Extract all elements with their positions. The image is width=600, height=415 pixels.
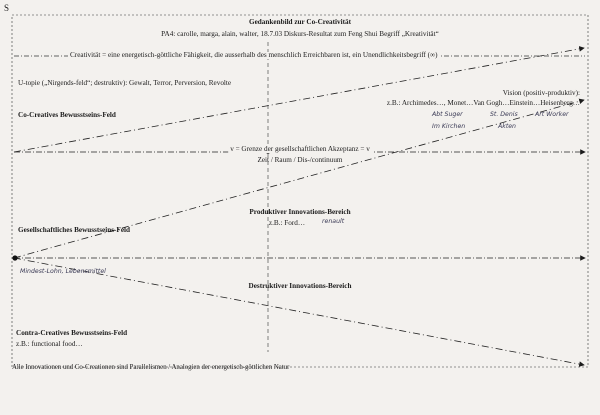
destructive-handwriting: Mindest-Lohn, Lebensmittel [20,268,106,275]
acceptance-boundary-label: v = Grenze der gesellschaftlichen Akzeptanz = v [230,145,370,153]
footer-note: Alle Innovationen und Co-Creationen sind Parallelismen / Analogien der energetisch-göttlichen Natur [12,364,290,371]
contra-creative-field-label: Contra-Creatives Bewusstseins-Feld [16,329,128,337]
productive-example: z.B.: Ford… [268,219,306,227]
vision-handwriting-5: Akten [498,123,516,130]
vision-title: Vision (positiv-produktiv): [502,89,580,97]
vision-handwriting-3: Art Worker [535,111,569,118]
vision-handwriting-1: Abt Suger [432,111,463,118]
vision-handwriting-4: Im Kirchen [432,123,466,130]
social-field-label: Gesellschaftliches Bewusstseins-Feld [18,226,130,234]
creativity-definition: Creativität = eine energetisch-göttliche Fähigkeit, die ausserhalb des menschlich Erreichbaren ist, ein Unendlichkeitsbegriff (∞) [70,51,438,59]
diagram-subtitle: PA4: carolle, marga, alain, walter, 18.7.03 Diskurs-Resultat zum Feng Shui Begriff „Kreativität“ [161,30,439,38]
time-space-label: Zeit / Raum / Dis-/continuum [257,156,343,164]
destructive-innovation-title: Destruktiver Innovations-Bereich [248,282,352,290]
diagram-title: Gedankenbild zur Co-Creativität [249,18,351,26]
productive-innovation-title: Produktiver Innovations-Bereich [249,208,351,216]
utopie-label: U-topie („Nirgends-feld“; destruktiv): Gewalt, Terror, Perversion, Revolte [18,79,232,87]
co-creative-field-label: Co-Creatives Bewusstseins-Feld [18,111,116,119]
origin-dot [12,255,17,260]
contra-creative-example: z.B.: functional food… [16,340,83,348]
vision-handwriting-2: St. Denis [490,111,518,118]
corner-mark: S [4,3,10,13]
vision-examples: z.B.: Archimedes…, Monet…Van Gogh…Einstein…Heisenberg… [386,99,580,107]
outer-frame [12,15,588,367]
productive-handwriting: renault [322,218,345,225]
